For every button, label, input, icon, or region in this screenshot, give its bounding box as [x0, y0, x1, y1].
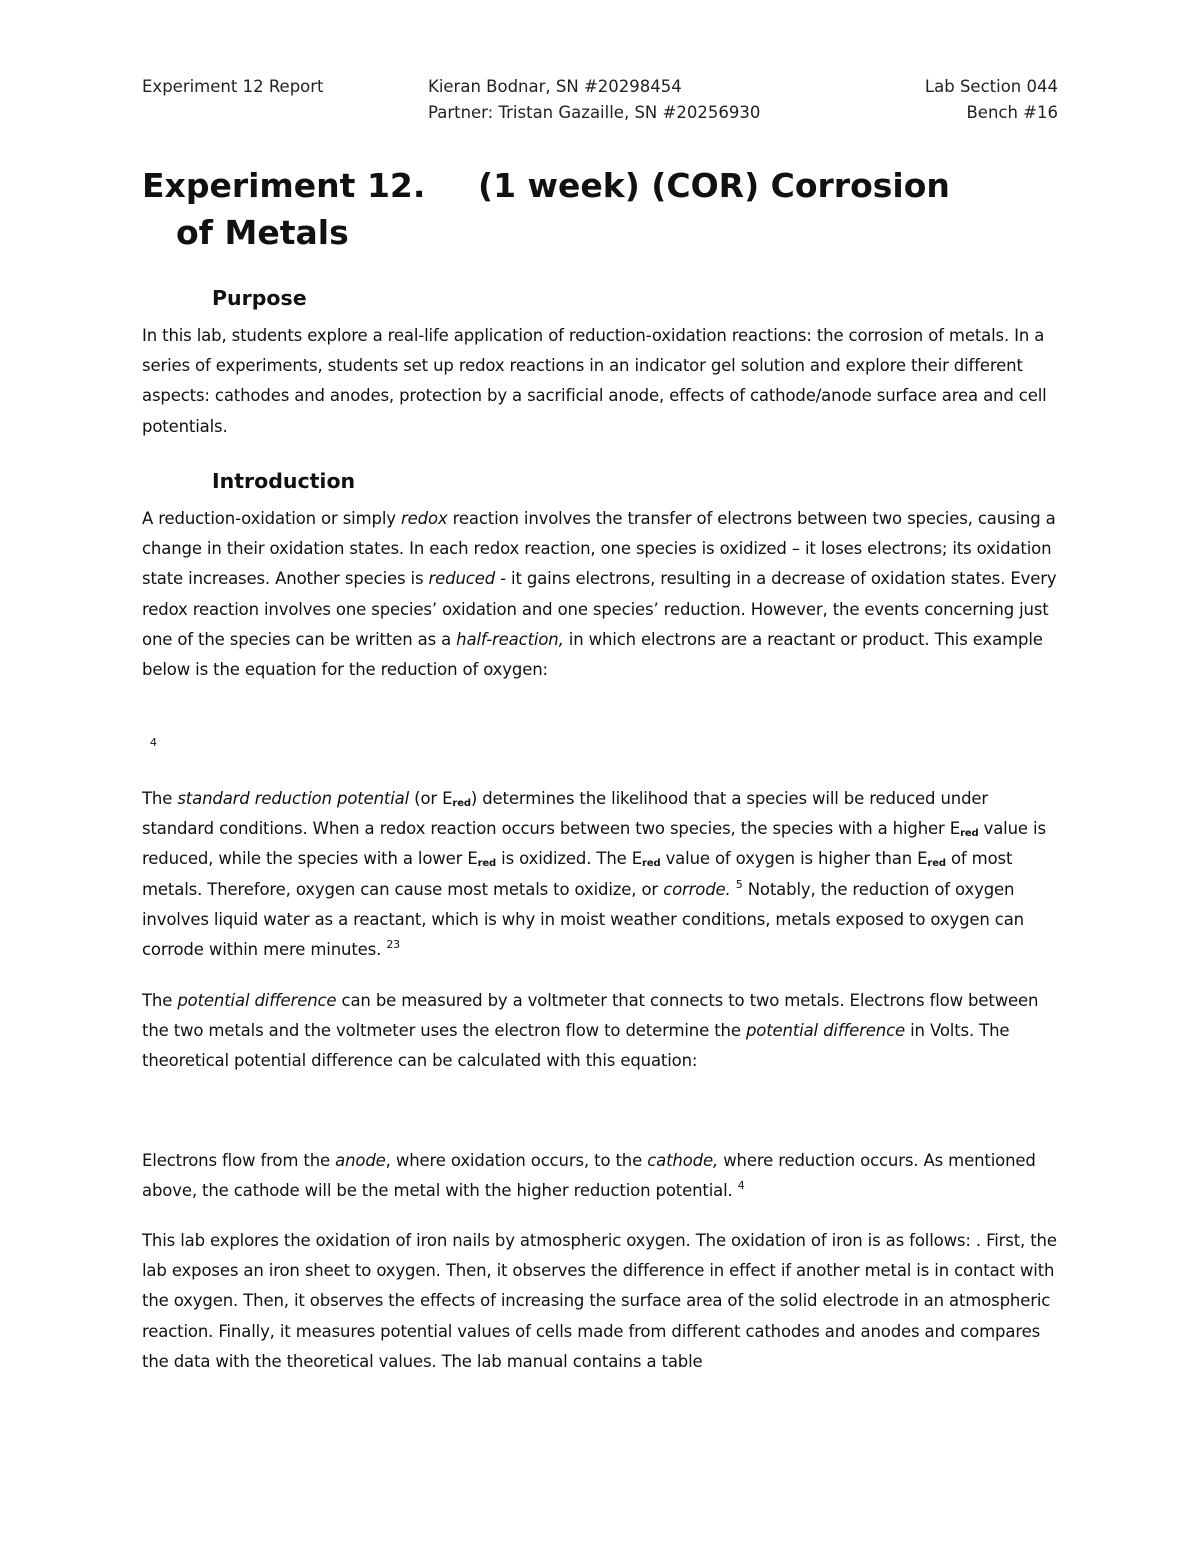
term-anode: anode: [335, 1151, 386, 1170]
header-lab-section: Lab Section 044: [924, 77, 1058, 96]
term-reduced: reduced: [428, 569, 496, 589]
term-half-reaction: half-reaction,: [456, 629, 564, 649]
citation-ref: 4: [737, 1179, 745, 1193]
term-cathode: cathode,: [647, 1151, 719, 1170]
term-potential-difference: potential difference: [745, 1021, 906, 1041]
intro-paragraph-potential: The standard reduction potential (or $E_{red}$) determines the likelihood that a species will be reduced under standard conditions. When a redox reaction occurs between two species, the species with a higher $E_{red}$ value is reduced, while the species with a lower $E_{red}$ is oxidized. The $E_{red}$ value of oxygen is higher than $E_{red}$ of most metals. Therefore, oxygen can cause most metals to oxidize, or corrode. $^5$ Notably, the reduction of oxygen involves liquid water as a reactant, which is why in moist weather conditions, metals exposed to oxygen can corrode within mere minutes. $^{23}$: [142, 789, 1046, 960]
equation-reference: 4: [150, 736, 157, 749]
purpose-paragraph: In this lab, students explore a real-life application of reduction-oxidation reactions: the corrosion of metals. In a series of experiments, students set up redox reactions in an indicator gel solution and explore their different aspects: cathodes and anodes, protection by a sacrificial anode, effects of cathode/anode surface area and cell potentials.: [142, 326, 1047, 436]
citation-ref: 5: [735, 877, 743, 891]
title-part-1: Experiment 12.: [142, 166, 426, 205]
header-partner: Partner: Tristan Gazaille, SN #20256930: [428, 103, 761, 122]
purpose-heading: Purpose: [212, 286, 307, 310]
term-standard-reduction-potential: standard reduction potential: [177, 789, 410, 808]
intro-paragraph-lab-overview: This lab explores the oxidation of iron nails by atmospheric oxygen. The oxidation of iron is as follows: . First, the lab exposes an iron sheet to oxygen. Then, it observes the difference in effect if another metal is in contact with the oxygen. Then, it observes the effects of increasing the surface area of the solid electrode in an atmospheric reaction. Finally, it measures potential values of cells made from different cathodes and anodes and compares the data with the theoretical values. The lab manual contains a table: [142, 1231, 1057, 1371]
intro-paragraph-redox: A reduction-oxidation or simply redox reaction involves the transfer of electrons between two species, causing a change in their oxidation states. In each redox reaction, one species is oxidized – it loses electrons; its oxidation state increases. Another species is reduced - it gains electrons, resulting in a decrease of oxidation states. Every redox reaction involves one species’ oxidation and one species’ reduction. However, the events concerning just one of the species can be written as a half-reaction, in which electrons are a reactant or product. This example below is the equation for the reduction of oxygen:: [142, 509, 1057, 680]
header-author: Kieran Bodnar, SN #20298454: [428, 77, 682, 96]
document-title: [142, 162, 1058, 256]
header-report-label: Experiment 12 Report: [142, 77, 324, 96]
intro-paragraph-voltmeter: The potential difference can be measured by a voltmeter that connects to two metals. Electrons flow between the two metals and the voltmeter uses the electron flow to determine the potential difference in Volts. The theoretical potential difference can be calculated with this equation:: [142, 991, 1039, 1071]
header-bench: Bench #16: [966, 103, 1058, 122]
citation-ref: 23: [386, 938, 401, 952]
term-corrode: corrode.: [663, 879, 731, 899]
page-header: [142, 74, 1058, 126]
title-part-2: (1 week) (COR) Corrosion: [478, 166, 950, 205]
document-page: [142, 0, 1060, 1553]
title-part-3: of Metals: [176, 213, 349, 252]
term-redox: redox: [401, 509, 448, 528]
introduction-heading: Introduction: [212, 469, 356, 493]
term-potential-difference: potential difference: [177, 991, 337, 1010]
intro-paragraph-electrodes: Electrons flow from the anode, where oxidation occurs, to the cathode, where reduction occurs. As mentioned above, the cathode will be the metal with the higher reduction potential. $^4$: [142, 1151, 1036, 1201]
